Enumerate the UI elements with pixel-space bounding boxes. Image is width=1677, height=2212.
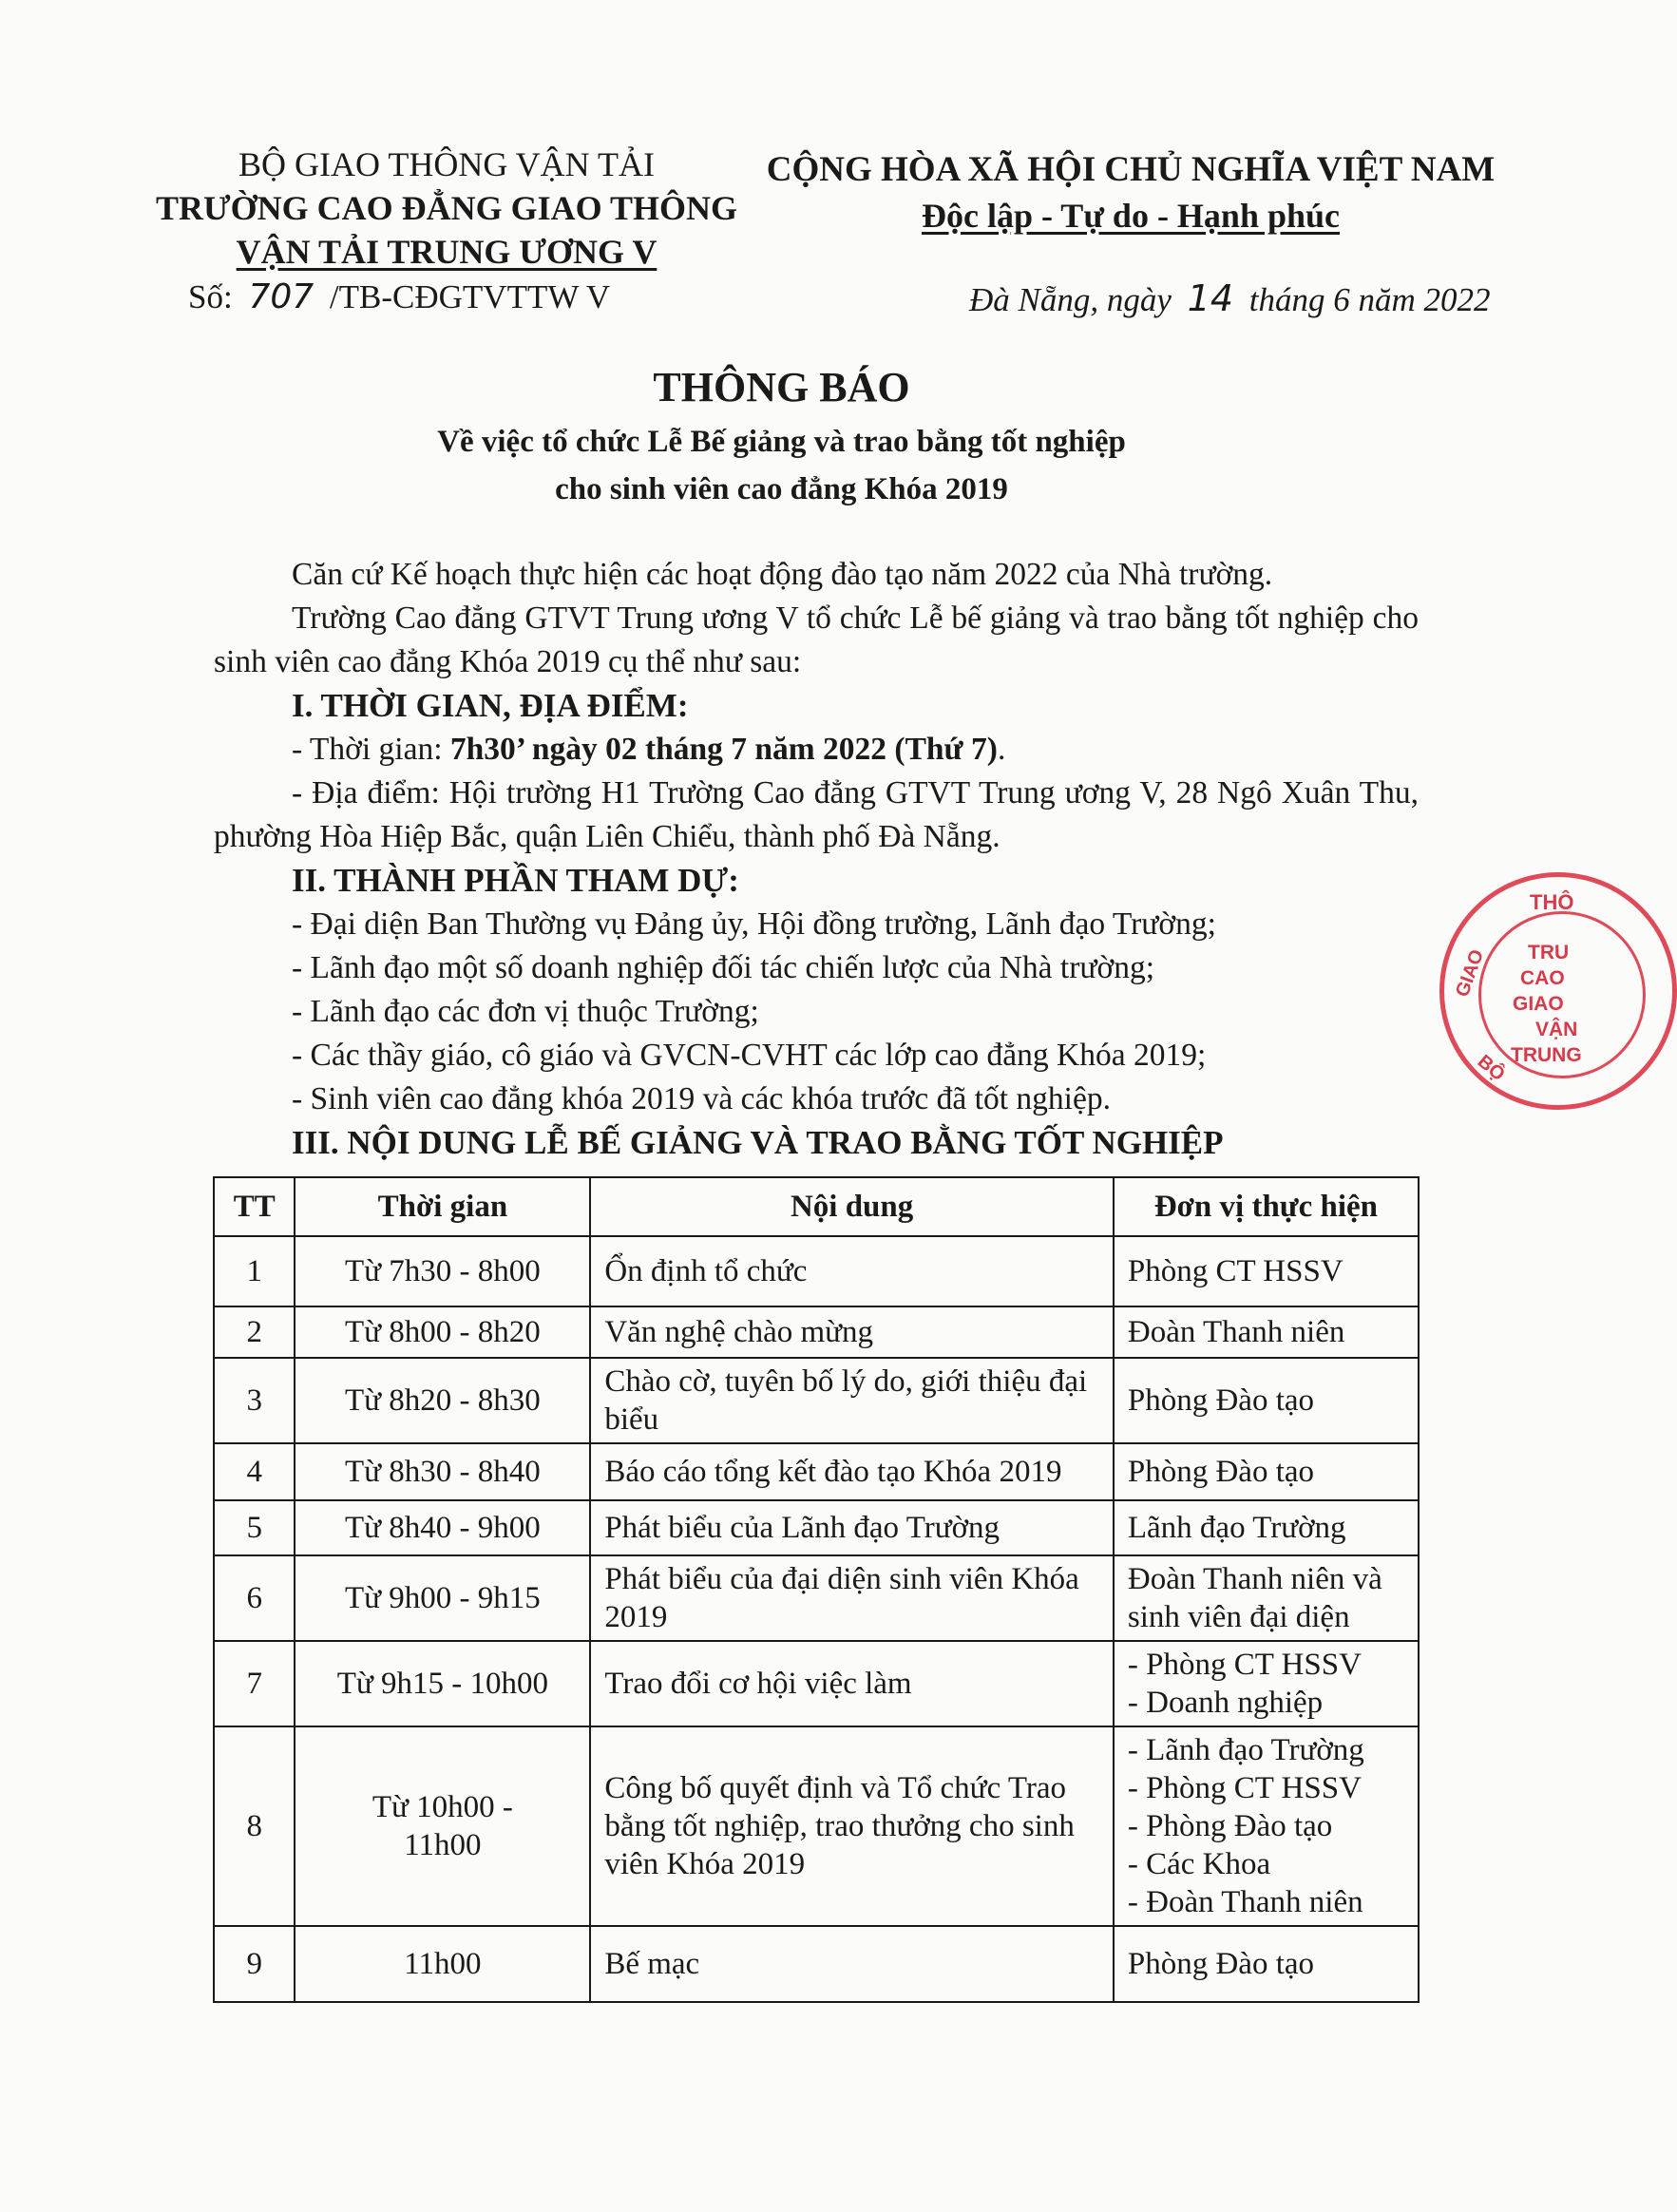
row-content: Báo cáo tổng kết đào tạo Khóa 2019 xyxy=(590,1443,1114,1500)
row-unit: - Lãnh đạo Trường - Phòng CT HSSV - Phòng Đào tạo - Các Khoa - Đoàn Thanh niên xyxy=(1114,1726,1419,1926)
time-end: . xyxy=(997,732,1006,767)
intro-paragraph-1: Căn cứ Kế hoạch thực hiện các hoạt động đào tạo năm 2022 của Nhà trường. xyxy=(292,557,1273,592)
ref-number-handwritten: 707 xyxy=(248,277,314,316)
row-number: 4 xyxy=(214,1443,295,1500)
column-header: Thời gian xyxy=(295,1177,590,1236)
row-time: Từ 9h00 - 9h15 xyxy=(295,1555,590,1641)
row-content: Trao đổi cơ hội việc làm xyxy=(590,1641,1114,1726)
row-unit: Phòng Đào tạo xyxy=(1114,1926,1419,2002)
seal-line: VẬN xyxy=(1535,1019,1578,1040)
row-number: 2 xyxy=(214,1306,295,1358)
table-row xyxy=(214,1726,1419,1926)
official-seal xyxy=(1439,872,1677,1110)
row-content: Chào cờ, tuyên bố lý do, giới thiệu đại biểu xyxy=(590,1358,1114,1443)
school-name-line2: VẬN TẢI TRUNG ƯƠNG V xyxy=(236,233,657,271)
intro-paragraph-2: Trường Cao đẳng GTVT Trung ương V tổ chức Lễ bế giảng và trao bằng tốt nghiệp cho sinh viên cao đẳng Khóa 2019 cụ thể như sau: xyxy=(214,601,1419,679)
national-header xyxy=(760,147,1501,239)
ref-suffix: /TB-CĐGTVTTW V xyxy=(329,278,611,315)
column-header: Nội dung xyxy=(590,1177,1114,1236)
section-3-heading: III. NỘI DUNG LỄ BẾ GIẢNG VÀ TRAO BẰNG TỐT NGHIỆP xyxy=(292,1124,1224,1161)
row-time: Từ 10h00 - 11h00 xyxy=(295,1726,590,1926)
table-header-row xyxy=(214,1177,1419,1236)
row-time: Từ 8h20 - 8h30 xyxy=(295,1358,590,1443)
document-title: THÔNG BÁO xyxy=(653,364,910,410)
row-content: Phát biểu của đại diện sinh viên Khóa 2019 xyxy=(590,1555,1114,1641)
ref-prefix: Số: xyxy=(188,278,233,315)
attendee-item: - Đại diện Ban Thường vụ Đảng ủy, Hội đồng trường, Lãnh đạo Trường; xyxy=(292,906,1216,942)
attendee-item: - Các thầy giáo, cô giáo và GVCN-CVHT các lớp cao đẳng Khóa 2019; xyxy=(292,1038,1207,1073)
issuer-block xyxy=(133,143,760,274)
row-unit: Đoàn Thanh niên xyxy=(1114,1306,1419,1358)
row-content: Bế mạc xyxy=(590,1926,1114,2002)
attendee-item: - Sinh viên cao đẳng khóa 2019 và các khóa trước đã tốt nghiệp. xyxy=(292,1081,1111,1116)
table-row xyxy=(214,1443,1419,1500)
row-time: Từ 8h30 - 8h40 xyxy=(295,1443,590,1500)
row-content: Phát biểu của Lãnh đạo Trường xyxy=(590,1500,1114,1555)
row-number: 8 xyxy=(214,1726,295,1926)
table-row xyxy=(214,1500,1419,1555)
row-unit: Đoàn Thanh niên và sinh viên đại diện xyxy=(1114,1555,1419,1641)
row-time: Từ 9h15 - 10h00 xyxy=(295,1641,590,1726)
seal-line: CAO xyxy=(1520,967,1565,989)
row-number: 6 xyxy=(214,1555,295,1641)
row-number: 7 xyxy=(214,1641,295,1726)
national-motto: Độc lập - Tự do - Hạnh phúc xyxy=(921,197,1341,235)
subtitle-line1: Về việc tổ chức Lễ Bế giảng và trao bằng tốt nghiệp xyxy=(437,425,1126,459)
place-line: - Địa điểm: Hội trường H1 Trường Cao đẳng GTVT Trung ương V, 28 Ngô Xuân Thu, phường Hòa Hiệp Bắc, quận Liên Chiểu, thành phố Đà Nẵng. xyxy=(214,775,1419,854)
date-prefix: Đà Nẵng, ngày xyxy=(969,281,1172,318)
table-row xyxy=(214,1555,1419,1641)
row-unit: Lãnh đạo Trường xyxy=(1114,1500,1419,1555)
school-name-line1: TRƯỜNG CAO ĐẲNG GIAO THÔNG xyxy=(155,189,738,227)
row-number: 1 xyxy=(214,1236,295,1306)
row-content: Ổn định tổ chức xyxy=(590,1236,1114,1306)
row-unit: Phòng CT HSSV xyxy=(1114,1236,1419,1306)
country-name: CỘNG HÒA XÃ HỘI CHỦ NGHĨA VIỆT NAM xyxy=(766,150,1496,189)
table-row xyxy=(214,1926,1419,2002)
row-number: 9 xyxy=(214,1926,295,2002)
document-body xyxy=(214,553,1419,1165)
document-date xyxy=(969,277,1491,319)
ministry-name: BỘ GIAO THÔNG VẬN TẢI xyxy=(238,145,655,183)
attendee-item: - Lãnh đạo các đơn vị thuộc Trường; xyxy=(292,994,759,1029)
table-row xyxy=(214,1641,1419,1726)
seal-top-text: THÔ xyxy=(1530,890,1574,914)
column-header: TT xyxy=(214,1177,295,1236)
seal-line: TRUNG xyxy=(1511,1044,1582,1066)
table-row xyxy=(214,1358,1419,1443)
attendee-item: - Lãnh đạo một số doanh nghiệp đối tác chiến lược của Nhà trường; xyxy=(292,950,1155,985)
section-1-heading: I. THỜI GIAN, ĐỊA ĐIỂM: xyxy=(292,687,689,724)
column-header: Đơn vị thực hiện xyxy=(1114,1177,1419,1236)
seal-line: TRU xyxy=(1528,942,1570,963)
table-row xyxy=(214,1306,1419,1358)
document-subtitle xyxy=(0,418,1563,513)
row-unit: Phòng Đào tạo xyxy=(1114,1358,1419,1443)
subtitle-line2: cho sinh viên cao đẳng Khóa 2019 xyxy=(555,472,1008,506)
row-content: Văn nghệ chào mừng xyxy=(590,1306,1114,1358)
time-value: 7h30’ ngày 02 tháng 7 năm 2022 (Thứ 7) xyxy=(449,732,998,767)
schedule-table xyxy=(213,1176,1420,2003)
table-row xyxy=(214,1236,1419,1306)
row-time: Từ 8h00 - 8h20 xyxy=(295,1306,590,1358)
row-time: Từ 8h40 - 9h00 xyxy=(295,1500,590,1555)
time-line xyxy=(214,728,1419,772)
row-unit: Phòng Đào tạo xyxy=(1114,1443,1419,1500)
document-number xyxy=(188,277,610,316)
seal-left-text: GIAO xyxy=(1452,946,1489,1001)
seal-bottom-text: BỘ xyxy=(1473,1051,1509,1086)
row-number: 3 xyxy=(214,1358,295,1443)
section-2-heading: II. THÀNH PHẦN THAM DỰ: xyxy=(292,862,739,899)
row-content: Công bố quyết định và Tổ chức Trao bằng tốt nghiệp, trao thưởng cho sinh viên Khóa 2019 xyxy=(590,1726,1114,1926)
time-label: - Thời gian: xyxy=(292,732,443,767)
row-time: 11h00 xyxy=(295,1926,590,2002)
date-suffix: tháng 6 năm 2022 xyxy=(1248,281,1491,318)
row-time: Từ 7h30 - 8h00 xyxy=(295,1236,590,1306)
date-day-handwritten: 14 xyxy=(1187,277,1234,319)
row-unit: - Phòng CT HSSV - Doanh nghiệp xyxy=(1114,1641,1419,1726)
row-number: 5 xyxy=(214,1500,295,1555)
seal-line: GIAO xyxy=(1513,993,1564,1015)
